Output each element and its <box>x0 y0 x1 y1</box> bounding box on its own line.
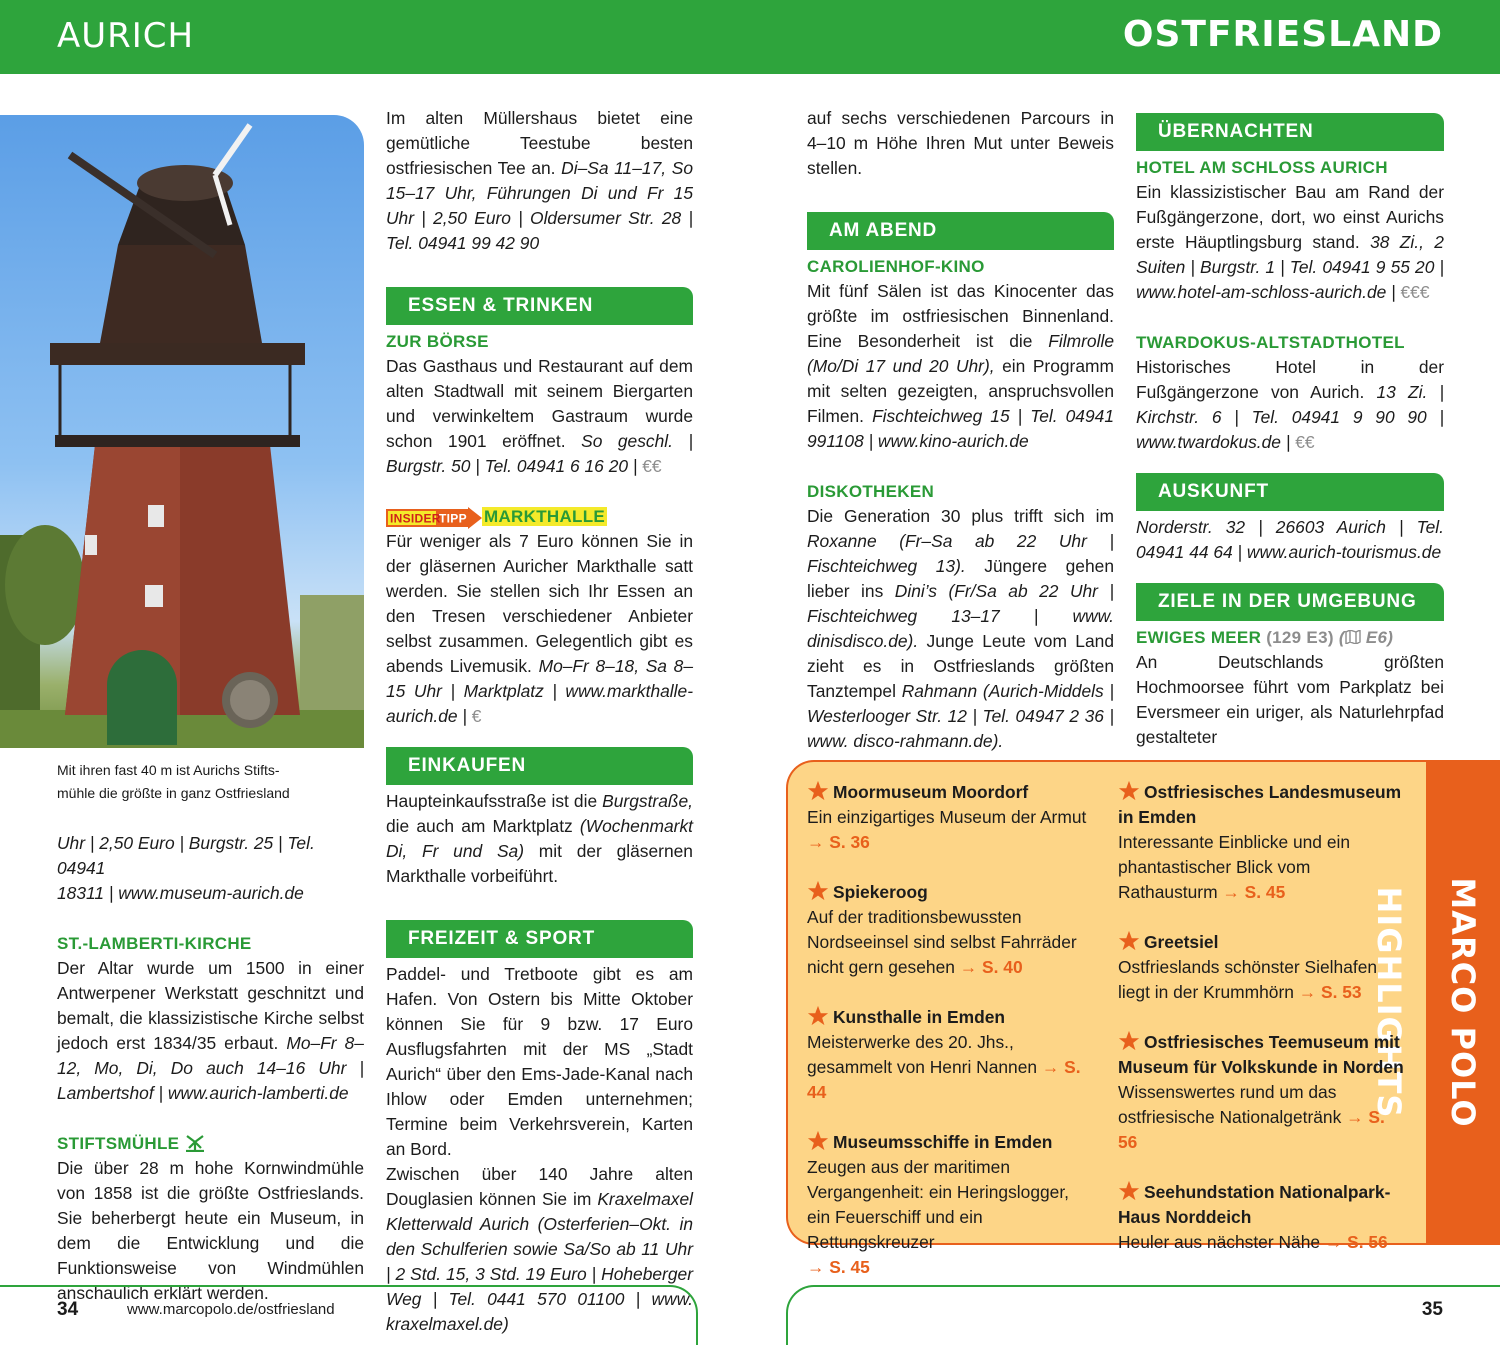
stiftsmuehle-text: Die über 28 m hohe Kornwindmühle von 1858 ist die größte Ostfrieslands. Sie beherbergt heute ein Museum, in dem die Entwicklung und die Funktionsweise von Windmühlen anschaulich erklärt werden. <box>57 1158 364 1303</box>
price-level: €€ <box>642 456 662 476</box>
disko-title: DISKOTHEKEN <box>807 482 935 501</box>
section-auskunft: AUSKUNFT <box>1136 473 1444 511</box>
column-1 <box>57 831 364 1306</box>
column-4 <box>1136 113 1444 750</box>
highlights-side-banner <box>1370 760 1500 1245</box>
twardokus-text: Historisches Hotel in der Fußgängerzone von Aurich. 13 Zi. | Kirchstr. 6 | Tel. 04941 9 90 90 | www.twardokus.de | €€ <box>1136 357 1444 452</box>
page-number-left: 34 <box>57 1299 79 1320</box>
kletterwald-cont: auf sechs verschiedenen Parcours in 4–10 m Höhe Ihren Mut unter Beweis stellen. <box>807 108 1114 178</box>
muellershaus-text: Im alten Müllershaus bietet eine gemütliche Teestube besten ostfriesischen Tee an. Di–Sa 11–17, So 15–17 Uhr, Führungen Di und Fr 15 Uhr | 2,50 Euro | Oldersumer Str. 28 | Tel. 04941 99 42 90 <box>386 108 693 253</box>
section-einkaufen: EINKAUFEN <box>386 747 693 785</box>
highlight-item: Seehundstation Nationalpark-Haus Norddeich Heuler aus nächster Nähe → S. 56 <box>1118 1182 1391 1252</box>
column-3 <box>807 106 1114 754</box>
boerse-title: ZUR BÖRSE <box>386 332 489 351</box>
star-icon <box>1118 1180 1140 1202</box>
highlight-item: Greetsiel Ostfrieslands schönster Sielhafen liegt in der Krummhörn → S. 53 <box>1118 932 1378 1002</box>
ewiges-meer-text: An Deutschlands größten Hochmoorsee führt vom Parkplatz bei Eversmeer ein uriger, als Naturlehrpfad gestalteter <box>1136 652 1444 747</box>
map-icon <box>1345 630 1361 644</box>
museum-info-line1: Uhr | 2,50 Euro | Burgstr. 25 | Tel. 04941 <box>57 833 315 878</box>
section-uebernachten: ÜBERNACHTEN <box>1136 113 1444 151</box>
photo-caption: Mit ihren fast 40 m ist Aurichs Stifts- mühle die größte in ganz Ostfriesland <box>57 762 290 801</box>
footer-url[interactable]: www.marcopolo.de/ostfriesland <box>127 1301 335 1318</box>
star-icon <box>1118 1030 1140 1052</box>
schloss-hotel-text: Ein klassizistischer Bau am Rand der Fußgängerzone, dort, wo einst Aurichs erste Häuptlingsburg stand. 38 Zi., 2 Suiten | Burgstr. 1 | Tel. 04941 9 55 20 | www.hotel-am-schloss-aurich.de | €€€ <box>1136 182 1444 302</box>
lamberti-text: Der Altar wurde um 1500 in einer Antwerpener Werkstatt geschnitzt und bemalt, die klassizistische Kirche selbst jedoch erst 1834/35 erbaut. Mo–Fr 8–12, Mo, Di, Do auch 14–16 Uhr | Lambertshof | www.aurich-lamberti.de <box>57 958 364 1103</box>
windmill-photo <box>0 115 364 748</box>
boerse-text: Das Gasthaus und Restaurant auf dem alten Stadtwall mit seinem Biergarten und verwinkeltem Gastraum wurde schon 1901 eröffnet. So geschl. | Burgstr. 50 | Tel. 04941 6 16 20 | €€ <box>386 356 694 476</box>
top-banner <box>0 0 1500 74</box>
highlight-item: Museumsschiffe in Emden Zeugen aus der maritimen Vergangenheit: ein Heringslogger, ein Feuerschiff und ein Rettungskreuzer → S. 45 <box>807 1132 1070 1277</box>
highlight-item: Kunsthalle in Emden Meisterwerke des 20. Jhs., gesammelt von Henri Nannen → S. 44 <box>807 1007 1081 1102</box>
twardokus-title: TWARDOKUS-ALTSTADTHOTEL <box>1136 333 1405 352</box>
section-freizeit-sport: FREIZEIT & SPORT <box>386 920 693 958</box>
auskunft-info: Norderstr. 32 | 26603 Aurich | Tel. 04941 44 64 | www.aurich-tourismus.de <box>1136 517 1444 562</box>
markthalle-text: Für weniger als 7 Euro können Sie in der gläsernen Auricher Markthalle satt werden. Sie stellen sich Ihr Essen an den Tresen verschiedener Anbieter selbst zusammen. Gelegentlich gibt es abends Livemusik. Mo–Fr 8–18, Sa 8–15 Uhr | Marktplatz | www.markthalle-aurich.de | € <box>386 531 693 726</box>
highlights-column-right <box>1118 780 1408 1280</box>
footer-rule-right <box>786 1285 1500 1345</box>
column-2 <box>386 106 693 1337</box>
star-icon <box>807 1005 829 1027</box>
star-icon <box>807 780 829 802</box>
windmill-symbol-icon <box>184 1134 206 1152</box>
section-essen-trinken: ESSEN & TRINKEN <box>386 287 693 325</box>
disko-text: Die Generation 30 plus trifft sich im Roxanne (Fr–Sa ab 22 Uhr | Fischteichweg 13). Jüngere gehen lieber ins Dini’s (Fr/Sa ab 22 Uhr | Fischteichweg 13–17 | www. dinisdisco.de). Junge Leute vom Land zieht es in Ostfrieslands größten Tanztempel Rahmann (Aurich-Middels | Westerlooger Str. 12 | Tel. 04947 2 36 | www. disco-rahmann.de). <box>807 506 1115 751</box>
svg-text:INSIDER: INSIDER <box>390 511 441 526</box>
section-ziele-umgebung: ZIELE IN DER UMGEBUNG <box>1136 583 1444 621</box>
kino-text: Mit fünf Sälen ist das Kinocenter das größte im ostfriesischen Binnenland. Eine Besonderheit ist die Filmrolle (Mo/Di 17 und 20 Uhr), ein Programm mit selten gezeigten, anspruchsvollen Filmen. Fischteichweg 15 | Tel. 04941 991108 | www.kino-aurich.de <box>807 281 1114 451</box>
page-number-right: 35 <box>1421 1299 1443 1320</box>
star-icon <box>807 880 829 902</box>
highlight-item: Moormuseum Moordorf Ein einzigartiges Museum der Armut → S. 36 <box>807 782 1087 852</box>
region-title: OSTFRIESLAND <box>1122 14 1443 55</box>
star-icon <box>807 1130 829 1152</box>
svg-text:TIPP: TIPP <box>439 511 467 526</box>
einkaufen-text: Haupteinkaufsstraße ist die Burgstraße, die auch am Marktplatz (Wochenmarkt Di, Fr und Sa) mit der gläsernen Markthalle vorbeiführt. <box>386 791 693 886</box>
kino-title: CAROLIENHOF-KINO <box>807 257 985 276</box>
star-icon <box>1118 780 1140 802</box>
highlight-item: Ostfriesisches Teemuseum mit Museum für Volkskunde in Norden Wissenswertes rund um das ostfriesische Nationalgetränk → S. 56 <box>1118 1032 1404 1152</box>
windmill-illustration <box>0 115 364 748</box>
star-icon <box>1118 930 1140 952</box>
markthalle-title: INSIDER TIPP MARKTHALLE <box>386 504 693 529</box>
ewiges-meer-title: EWIGES MEER (129 E3) ( E6) <box>1136 628 1394 647</box>
lamberti-title: ST.-LAMBERTI-KIRCHE <box>57 934 252 953</box>
stiftsmuehle-title: STIFTSMÜHLE <box>57 1131 364 1156</box>
chapter-title: AURICH <box>57 16 195 56</box>
section-am-abend: AM ABEND <box>807 212 1114 250</box>
highlights-side-title: MARCO POLO HIGHLIGHTS <box>1370 877 1482 1128</box>
highlights-column-left <box>807 780 1097 1305</box>
highlight-item: Spiekeroog Auf der traditionsbewussten Nordseeinsel sind selbst Fahrräder nicht gern gesehen → S. 40 <box>807 882 1077 977</box>
highlight-item: Ostfriesisches Landesmuseum in Emden Interessante Einblicke und ein phantastischer Blick vom Rathausturm → S. 45 <box>1118 782 1402 902</box>
museum-info-line2: 18311 | www.museum-aurich.de <box>57 883 304 903</box>
footer-rule-left <box>0 1285 698 1345</box>
freizeit-text: Paddel- und Tretboote gibt es am Hafen. Von Ostern bis Mitte Oktober können Sie für 9 bzw. 17 Euro Ausflugsfahrten mit der MS „Stadt Aurich“ über den Ems-Jade-Kanal nach Ihlow oder Emden unternehmen; Termine beim Verkehrsverein, Karten an Bord. <box>386 964 693 1159</box>
insider-tipp-badge-icon <box>386 507 482 529</box>
schloss-hotel-title: HOTEL AM SCHLOSS AURICH <box>1136 158 1388 177</box>
kletterwald-text: Zwischen über 140 Jahre alten Douglasien können Sie im Kraxelmaxel Kletterwald Aurich (Osterferien–Okt. in den Schulferien sowie Sa/So ab 11 Uhr | 2 Std. 15, 3 Std. 19 Euro | Hoheberger Weg | Tel. 0441 570 01100 | www. kraxelmaxel.de) <box>386 1164 693 1334</box>
